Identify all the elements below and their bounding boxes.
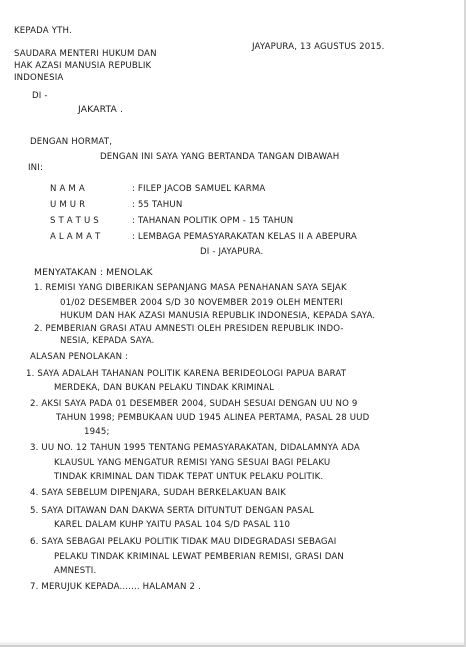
identity-label-status: S T A T U S [50, 216, 99, 226]
reason-3-line-3: TINDAK KRIMINAL DAN TIDAK TEPAT UNTUK PELAKU POLITIK. [54, 472, 324, 482]
identity-value-name: : FILEP JACOB SAMUEL KARMA [132, 184, 266, 194]
declaration-heading: MENYATAKAN : MENOLAK [34, 267, 153, 278]
reason-5-line-2: KAREL DALAM KUHP YAITU PASAL 104 S/D PASAL 110 [54, 520, 291, 530]
identity-value-address-2: DI - JAYAPURA. [200, 247, 264, 257]
salutation: DENGAN HORMAT, [30, 137, 113, 147]
recipient-label: KEPADA YTH. [14, 26, 72, 36]
reason-3-line-2: KLAUSUL YANG MENGATUR REMISI YANG SESUAI BAGI PELAKU [54, 458, 331, 468]
reason-2-line-3: 1945; [84, 427, 110, 437]
reason-2-line-2: TAHUN 1998; PEMBUKAAN UUD 1945 ALINEA PERTAMA, PASAL 28 UUD [56, 413, 370, 423]
statement-item-1-line-3: HUKUM DAN HAK AZASI MANUSIA REPUBLIK INDONESIA, KEPADA SAYA. [60, 311, 376, 321]
reason-1-line-1: 1. SAYA ADALAH TAHANAN POLITIK KARENA BERIDEOLOGI PAPUA BARAT [26, 369, 347, 379]
identity-value-status: : TAHANAN POLITIK OPM - 15 TAHUN [132, 216, 294, 226]
reason-3-line-1: 3. UU NO. 12 TAHUN 1995 TENTANG PEMASYARAKATAN, DIDALAMNYA ADA [30, 443, 360, 453]
identity-value-address: : LEMBAGA PEMASYARAKATAN KELAS II A ABEPURA [132, 232, 357, 242]
page-bottom-edge [0, 641, 464, 645]
reason-6-line-3: AMNESTI. [54, 566, 97, 576]
intro-line-2: INI: [28, 163, 43, 173]
identity-label-age: U M U R [50, 200, 86, 210]
statement-item-1-line-1: 1. REMISI YANG DIBERIKAN SEPANJANG MASA PENAHANAN SAYA SEJAK [34, 283, 347, 293]
reason-7-line-1: 7. MERUJUK KEPADA....... HALAMAN 2 . [30, 582, 201, 592]
identity-label-name: N A M A [50, 184, 85, 194]
statement-item-2-line-2: NESIA, KEPADA SAYA. [60, 336, 155, 346]
place-date: JAYAPURA, 13 AGUSTUS 2015. [252, 42, 385, 52]
identity-label-address: A L A M A T [50, 232, 101, 242]
addressee-line-3: INDONESIA [14, 73, 64, 83]
reason-2-line-1: 2. AKSI SAYA PADA 01 DESEMBER 2004, SUDAH SESUAI DENGAN UU NO 9 [30, 399, 358, 409]
addressee-city: JAKARTA . [78, 104, 124, 115]
reason-4-line-1: 4. SAYA SEBELUM DIPENJARA, SUDAH BERKELAKUAN BAIK [30, 488, 286, 498]
reasons-heading: ALASAN PENOLAKAN : [30, 352, 129, 362]
reason-6-line-2: PELAKU TINDAK KRIMINAL LEWAT PEMBERIAN REMISI, GRASI DAN [54, 552, 344, 562]
reason-5-line-1: 5. SAYA DITAWAN DAN DAKWA SERTA DITUNTUT DENGAN PASAL [30, 506, 314, 516]
identity-value-age: : 55 TAHUN [132, 200, 183, 210]
intro-line-1: DENGAN INI SAYA YANG BERTANDA TANGAN DIBAWAH [100, 152, 340, 162]
reason-1-line-2: MERDEKA, DAN BUKAN PELAKU TINDAK KRIMINAL [54, 383, 275, 393]
reason-6-line-1: 6. SAYA SEBAGAI PELAKU POLITIK TIDAK MAU DIDEGRADASI SEBAGAI [30, 537, 337, 547]
addressee-line-2: HAK AZASI MANUSIA REPUBLIK [14, 61, 152, 71]
addressee-line-1: SAUDARA MENTERI HUKUM DAN [14, 49, 157, 59]
statement-item-1-line-2: 01/02 DESEMBER 2004 S/D 30 NOVEMBER 2019 OLEH MENTERI [60, 298, 343, 308]
addressee-line-4: DI - [32, 91, 48, 101]
statement-item-2-line-1: 2. PEMBERIAN GRASI ATAU AMNESTI OLEH PRESIDEN REPUBLIK INDO- [34, 324, 344, 334]
